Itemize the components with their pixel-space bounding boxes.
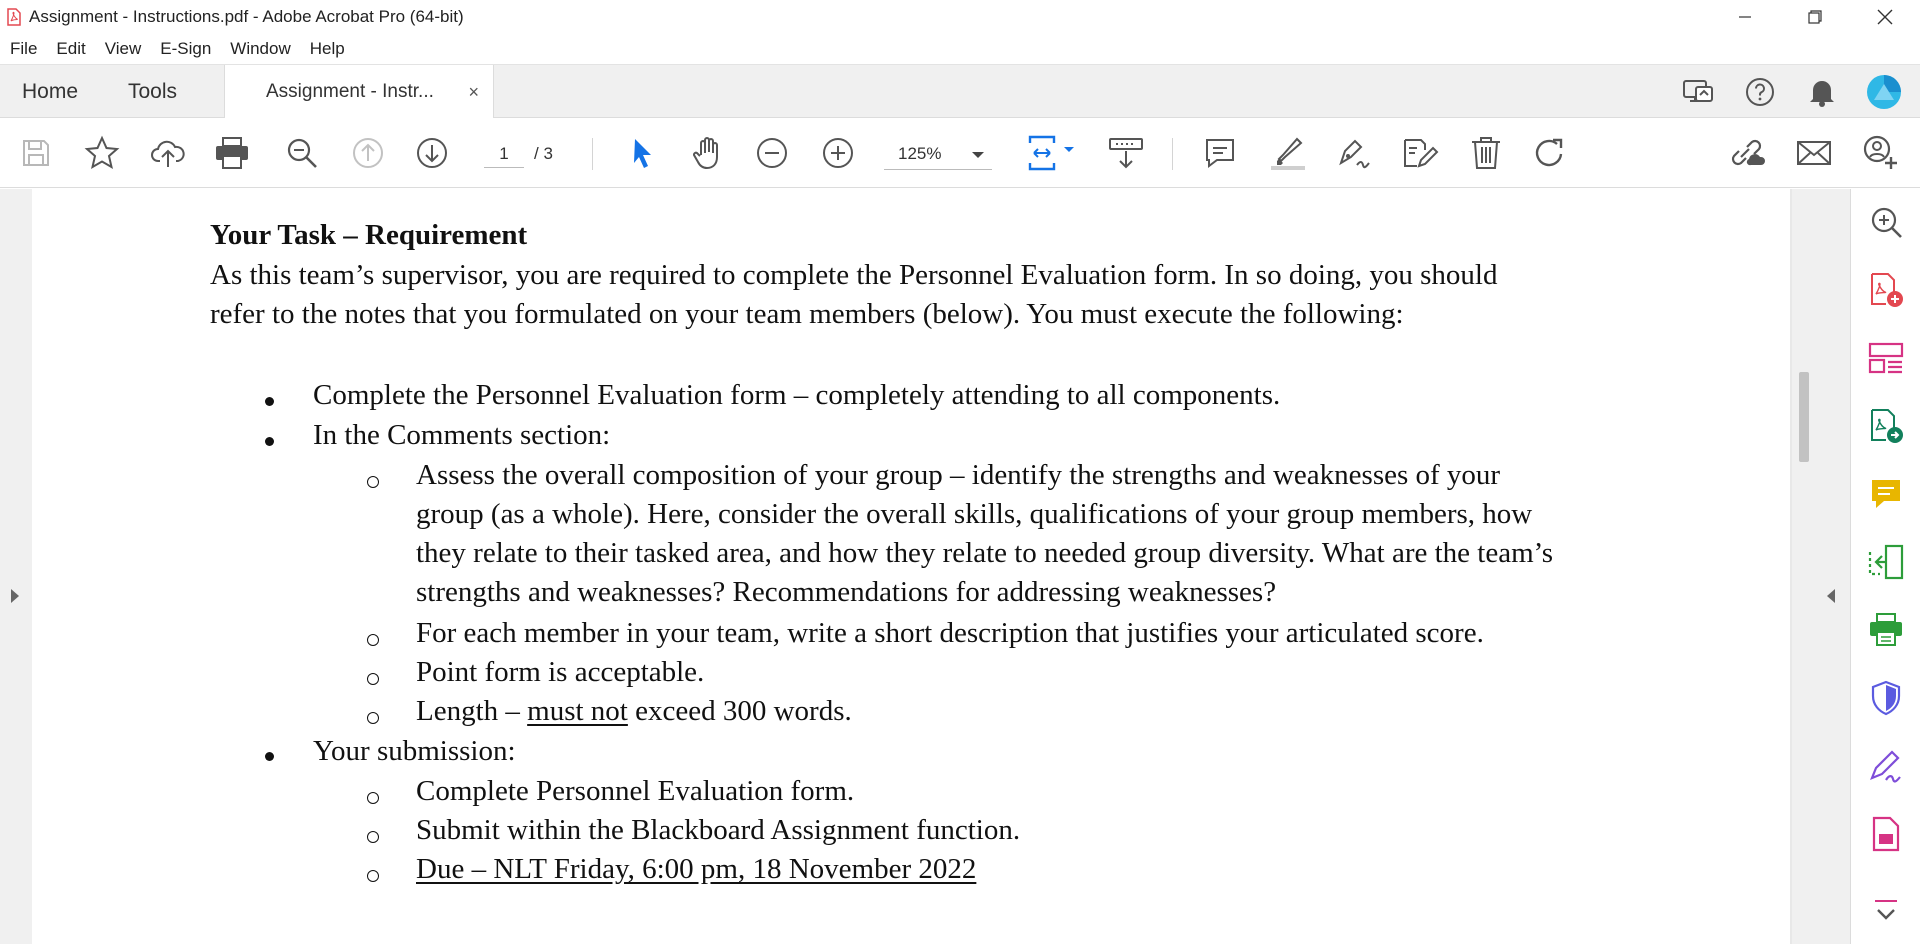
zoom-out-icon[interactable]	[752, 133, 792, 173]
doc-sub-bullet-cont: group (as a whole). Here, consider the overall skills, qualifications of your group members, how	[416, 498, 1533, 530]
bullet-icon	[265, 397, 274, 406]
save-icon[interactable]	[16, 133, 56, 173]
protect-icon[interactable]	[1867, 679, 1905, 717]
scroll-mode-icon[interactable]	[1106, 133, 1146, 173]
sub-bullet-icon	[367, 476, 379, 488]
export-pdf-icon[interactable]	[1867, 407, 1905, 445]
page-down-icon[interactable]	[412, 133, 452, 173]
doc-heading: Your Task – Requirement	[210, 219, 528, 251]
tab-tools[interactable]: Tools	[128, 79, 178, 103]
sub-bullet-icon	[367, 634, 379, 646]
chevron-down-icon	[972, 152, 984, 158]
doc-sub-bullet: Assess the overall composition of your group – identify the strengths and weaknesses of your	[416, 459, 1501, 491]
highlight-icon[interactable]	[1268, 133, 1308, 173]
length-prefix: Length –	[416, 695, 528, 727]
tab-bar	[0, 64, 1920, 118]
hand-icon[interactable]	[688, 133, 728, 173]
fit-page-icon[interactable]	[1024, 133, 1080, 173]
pdf-page	[32, 189, 1790, 944]
expand-more-icon[interactable]	[1867, 893, 1905, 931]
sign-pen-icon[interactable]	[1334, 133, 1374, 173]
vertical-scrollbar[interactable]	[1792, 189, 1816, 944]
zoom-value: 125%	[898, 144, 942, 163]
left-panel-toggle[interactable]	[0, 189, 32, 944]
zoom-in-icon[interactable]	[818, 133, 858, 173]
doc-sub-bullet-cont: strengths and weaknesses? Recommendations for addressing weaknesses?	[416, 576, 1277, 608]
doc-bullet: Complete the Personnel Evaluation form – completely attending to all components.	[313, 379, 1281, 411]
menu-view[interactable]: View	[104, 39, 142, 58]
page-number-input[interactable]: 1	[484, 140, 524, 168]
toolbar	[0, 118, 1920, 188]
comment-panel-icon[interactable]	[1867, 475, 1905, 513]
print-production-icon[interactable]	[1867, 611, 1905, 649]
share-screen-icon[interactable]	[1680, 74, 1716, 110]
restore-icon	[1808, 10, 1822, 24]
doc-bullet: In the Comments section:	[313, 419, 611, 451]
right-tools-panel	[1850, 189, 1920, 944]
right-panel-toggle[interactable]	[1816, 189, 1850, 944]
link-icon[interactable]	[1726, 133, 1766, 173]
account-avatar[interactable]	[1866, 74, 1902, 110]
scrollbar-thumb[interactable]	[1799, 372, 1809, 462]
length-suffix: exceed 300 words.	[627, 695, 852, 727]
help-icon[interactable]	[1742, 74, 1778, 110]
find-icon[interactable]	[282, 133, 322, 173]
comment-icon[interactable]	[1200, 133, 1240, 173]
doc-sub-bullet: Submit within the Blackboard Assignment function.	[416, 814, 1021, 846]
doc-bullet: Your submission:	[313, 735, 516, 767]
tab-document-label: Assignment - Instr...	[266, 81, 434, 102]
page-total: / 3	[534, 144, 553, 163]
sub-bullet-icon	[367, 673, 379, 685]
document-icon[interactable]	[1867, 815, 1905, 853]
doc-intro-line: refer to the notes that you formulated on your team members (below). You must execute the following:	[210, 298, 1404, 330]
expand-right-icon	[11, 589, 19, 603]
doc-sub-bullet	[416, 695, 852, 728]
document-viewport[interactable]	[32, 189, 1792, 944]
doc-sub-bullet: Complete Personnel Evaluation form.	[416, 775, 855, 807]
sub-bullet-icon	[367, 870, 379, 882]
mail-icon[interactable]	[1794, 133, 1834, 173]
doc-due-date: Due – NLT Friday, 6:00 pm, 18 November 2022	[416, 853, 977, 885]
close-window-button[interactable]	[1850, 0, 1920, 34]
menu-window[interactable]: Window	[230, 39, 291, 58]
rotate-icon[interactable]	[1530, 133, 1570, 173]
add-user-icon[interactable]	[1860, 133, 1900, 173]
close-icon	[1877, 9, 1893, 25]
bullet-icon	[265, 752, 274, 761]
menu-esign[interactable]: E-Sign	[160, 39, 212, 58]
toolbar-divider	[1172, 138, 1173, 170]
organize-pages-icon[interactable]	[1867, 339, 1905, 377]
delete-icon[interactable]	[1466, 133, 1506, 173]
zoom-tool-icon[interactable]	[1867, 203, 1905, 241]
collapse-left-icon	[1827, 589, 1835, 603]
tab-home[interactable]: Home	[22, 79, 79, 103]
doc-sub-bullet: Point form is acceptable.	[416, 656, 705, 688]
restore-button[interactable]	[1780, 0, 1850, 34]
minimize-icon	[1738, 10, 1752, 24]
acrobat-logo-icon	[7, 8, 21, 26]
menu-file[interactable]: File	[10, 39, 38, 58]
cloud-upload-icon[interactable]	[148, 133, 188, 173]
tab-close-icon[interactable]: ×	[468, 82, 479, 102]
length-emphasis: must not	[527, 695, 628, 727]
sub-bullet-icon	[367, 712, 379, 724]
bell-icon[interactable]	[1804, 74, 1840, 110]
create-pdf-icon[interactable]	[1867, 271, 1905, 309]
compress-icon[interactable]	[1867, 543, 1905, 581]
window-title: Assignment - Instructions.pdf - Adobe Acrobat Pro (64-bit)	[29, 7, 464, 26]
star-icon[interactable]	[82, 133, 122, 173]
sub-bullet-icon	[367, 792, 379, 804]
doc-sub-bullet: For each member in your team, write a short description that justifies your articulated score.	[416, 617, 1484, 649]
page-up-icon[interactable]	[348, 133, 388, 173]
title-bar	[0, 0, 1920, 34]
menu-help[interactable]: Help	[309, 39, 345, 58]
menu-edit[interactable]: Edit	[56, 39, 86, 58]
minimize-button[interactable]	[1710, 0, 1780, 34]
fill-sign-icon[interactable]	[1867, 747, 1905, 785]
bullet-icon	[265, 437, 274, 446]
print-icon[interactable]	[212, 133, 252, 173]
doc-intro-line: As this team’s supervisor, you are required to complete the Personnel Evaluation form. In so doing, you should	[210, 259, 1498, 291]
sub-bullet-icon	[367, 831, 379, 843]
toolbar-divider	[592, 138, 593, 170]
zoom-select[interactable]	[884, 140, 992, 170]
menu-bar	[0, 34, 1920, 64]
edit-icon[interactable]	[1400, 133, 1440, 173]
doc-sub-bullet-cont: they relate to their tasked area, and how they relate to needed group diversity. What are the team’s	[416, 537, 1553, 569]
tab-document[interactable]	[224, 65, 494, 119]
select-arrow-icon[interactable]	[622, 133, 662, 173]
